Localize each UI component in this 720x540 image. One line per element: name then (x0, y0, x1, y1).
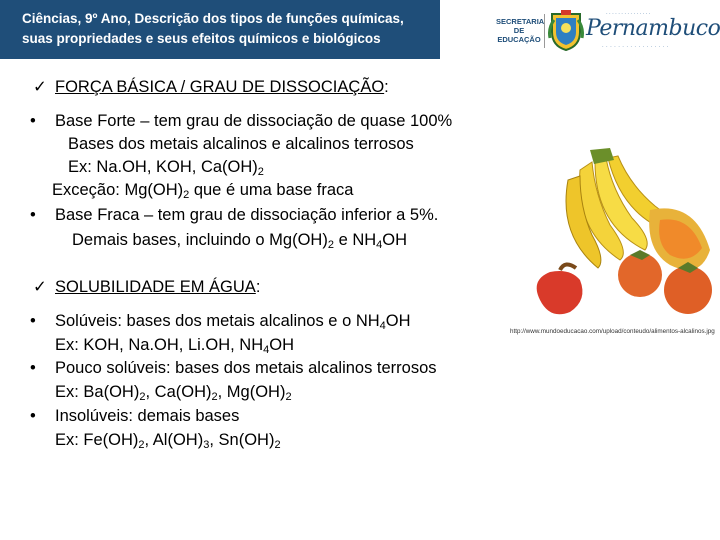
subscript: 2 (285, 391, 292, 403)
subscript: 2 (327, 239, 334, 251)
title-band (0, 0, 440, 59)
bullet-icon: • (30, 359, 36, 377)
section-heading-solubilidade (33, 277, 260, 297)
image-credit: http://www.mundoeducacao.com/upload/conteudo/alimentos-alcalinos.jpg (510, 328, 715, 335)
bullet-soluveis (55, 311, 411, 331)
secretaria-logo (496, 17, 545, 44)
slide-header (0, 0, 720, 59)
bullet-insoluveis: Insolúveis: demais bases (55, 407, 240, 425)
heading-text: SOLUBILIDADE EM ÁGUA (55, 278, 256, 296)
text: Ex: Ba(OH) (55, 383, 140, 401)
text: OH (382, 231, 408, 249)
text: e NH (333, 231, 377, 249)
text: , Mg(OH) (217, 383, 286, 401)
subscript: 2 (274, 439, 281, 451)
subscript: 2 (211, 391, 218, 403)
brand-sub-text: · · · · · · · · · · · · · · · · · (602, 44, 670, 50)
text: Exceção: Mg(OH) (52, 181, 184, 199)
alkaline-fruits-image (510, 140, 715, 325)
bullet-base-forte: Base Forte – tem grau de dissociação de quase 100% (55, 112, 453, 130)
bullet-icon: • (30, 206, 36, 224)
subscript: 3 (203, 439, 210, 451)
insoluveis-example (55, 430, 281, 450)
subscript: 4 (379, 320, 386, 332)
subscript: 2 (138, 439, 145, 451)
brand-name: Pernambuco (586, 16, 720, 41)
text: OH (269, 336, 294, 354)
logo-divider (544, 14, 545, 48)
papaya-image (649, 208, 710, 270)
coat-of-arms-icon (548, 8, 584, 52)
text: Ex: KOH, Na.OH, Li.OH, NH (55, 336, 264, 354)
brand-top-text: · · · · · · · · · · · · · · · (606, 11, 651, 17)
check-icon: ✓ (33, 278, 47, 296)
bullet-pouco-soluveis: Pouco solúveis: bases dos metais alcalinos terrosos (55, 359, 437, 377)
base-fraca-line-2 (72, 230, 407, 250)
text: Ex: Fe(OH) (55, 431, 139, 449)
subscript: 2 (139, 391, 146, 403)
title-line-1: Ciências, 9º Ano, Descrição dos tipos de funções químicas, (22, 11, 404, 26)
sec-line-1: SECRETARIA (496, 17, 545, 26)
section-heading-forca (33, 77, 389, 97)
text: Ex: Na.OH, KOH, Ca(OH) (68, 158, 258, 176)
bananas-image (566, 148, 671, 268)
soluveis-example (55, 335, 294, 355)
pouco-soluveis-example (55, 382, 292, 402)
heading-colon: : (384, 78, 389, 96)
text: OH (385, 312, 411, 330)
base-forte-line-2: Bases dos metais alcalinos e alcalinos terrosos (68, 135, 414, 153)
text: , Sn(OH) (209, 431, 275, 449)
cashew-image (537, 264, 583, 314)
slide-title (22, 9, 432, 49)
title-line-2: suas propriedades e seus efeitos químicos e biológicos (22, 31, 381, 46)
text: Solúveis: bases dos metais alcalinos e o NH (55, 312, 380, 330)
bullet-icon: • (30, 112, 36, 130)
bullet-base-fraca: Base Fraca – tem grau de dissociação inferior a 5%. (55, 206, 439, 224)
sec-line-2: DE EDUCAÇÃO (497, 26, 541, 44)
text: Demais bases, incluindo o Mg(OH) (72, 231, 328, 249)
subscript: 2 (183, 189, 190, 201)
text: que é uma base fraca (189, 181, 354, 199)
text: , Al(OH) (144, 431, 204, 449)
heading-text: FORÇA BÁSICA / GRAU DE DISSOCIAÇÃO (55, 78, 385, 96)
bullet-icon: • (30, 312, 36, 330)
heading-colon: : (255, 278, 261, 296)
check-icon: ✓ (33, 78, 47, 96)
subscript: 4 (263, 344, 270, 356)
bullet-icon: • (30, 407, 36, 425)
base-forte-example (68, 157, 264, 177)
logos (492, 4, 720, 56)
text: , Ca(OH) (145, 383, 212, 401)
subscript: 4 (376, 239, 383, 251)
base-forte-exception (52, 180, 353, 200)
subscript: 2 (257, 166, 264, 178)
